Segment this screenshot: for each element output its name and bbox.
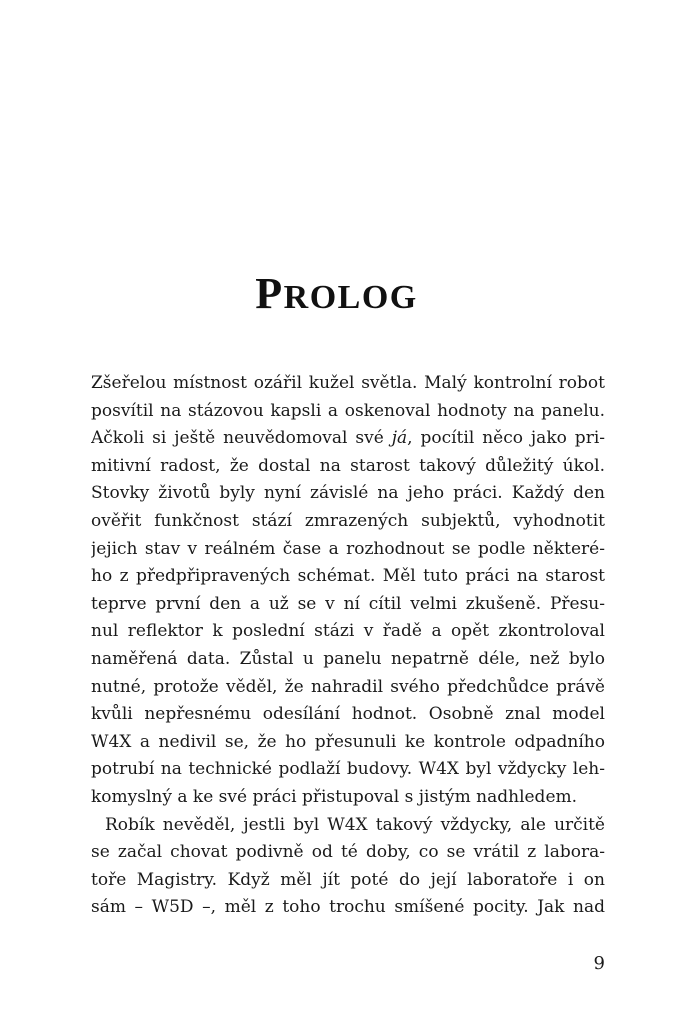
text-line: ověřit funkčnost stází zmrazených subjektů, vyhodnotit — [91, 510, 605, 531]
text-line: posvítil na stázovou kapsli a oskenoval hodnoty na panelu. — [91, 400, 605, 421]
page-number: 9 — [593, 953, 605, 974]
text-line: toře Magistry. Když měl jít poté do její laboratoře i on — [91, 869, 605, 890]
text-line: nul reflektor k poslední stázi v řadě a opět zkontroloval — [91, 621, 605, 642]
text-line: teprve první den a už se v ní cítil velmi zkušeně. Přesu- — [91, 593, 605, 614]
text-line: nutné, protože věděl, že nahradil svého předchůdce právě — [91, 676, 605, 697]
text-line: Stovky životů byly nyní závislé na jeho práci. Každý den — [91, 483, 605, 504]
body-text — [91, 370, 605, 922]
text-line: potrubí na technické podlaží budovy. W4X byl vždycky leh- — [91, 759, 605, 780]
chapter-title-initial: P — [255, 269, 284, 318]
chapter-title — [0, 268, 673, 319]
text-line: Zšeřelou místnost ozářil kužel světla. Malý kontrolní robot — [91, 373, 605, 393]
text-line: naměřená data. Zůstal u panelu nepatrně déle, než bylo — [91, 648, 605, 669]
text-line: Ačkoli si ještě neuvědomoval své já, pocítil něco jako pri- — [91, 428, 605, 449]
text-line: komyslný a ke své práci přistupoval s jistým nadhledem. — [91, 786, 578, 807]
chapter-title-rest: ROLOG — [283, 279, 418, 316]
text-line: jejich stav v reálném čase a rozhodnout se podle některé- — [91, 538, 605, 559]
text-line: sám – W5D –, měl z toho trochu smíšené pocity. Jak nad — [91, 897, 605, 918]
text-line: se začal chovat podivně od té doby, co se vrátil z labora- — [91, 842, 605, 863]
text-line: mitivní radost, že dostal na starost takový důležitý úkol. — [91, 455, 605, 476]
text-line: kvůli nepřesnému odesílání hodnot. Osobně znal model — [91, 704, 605, 725]
text-line: ho z předpřipravených schémat. Měl tuto práci na starost — [91, 566, 605, 587]
text-line: W4X a nedivil se, že ho přesunuli ke kontrole odpadního — [91, 731, 605, 752]
emphasized-word: já — [391, 428, 408, 449]
text-line: Robík nevěděl, jestli byl W4X takový vždycky, ale určitě — [105, 814, 605, 835]
